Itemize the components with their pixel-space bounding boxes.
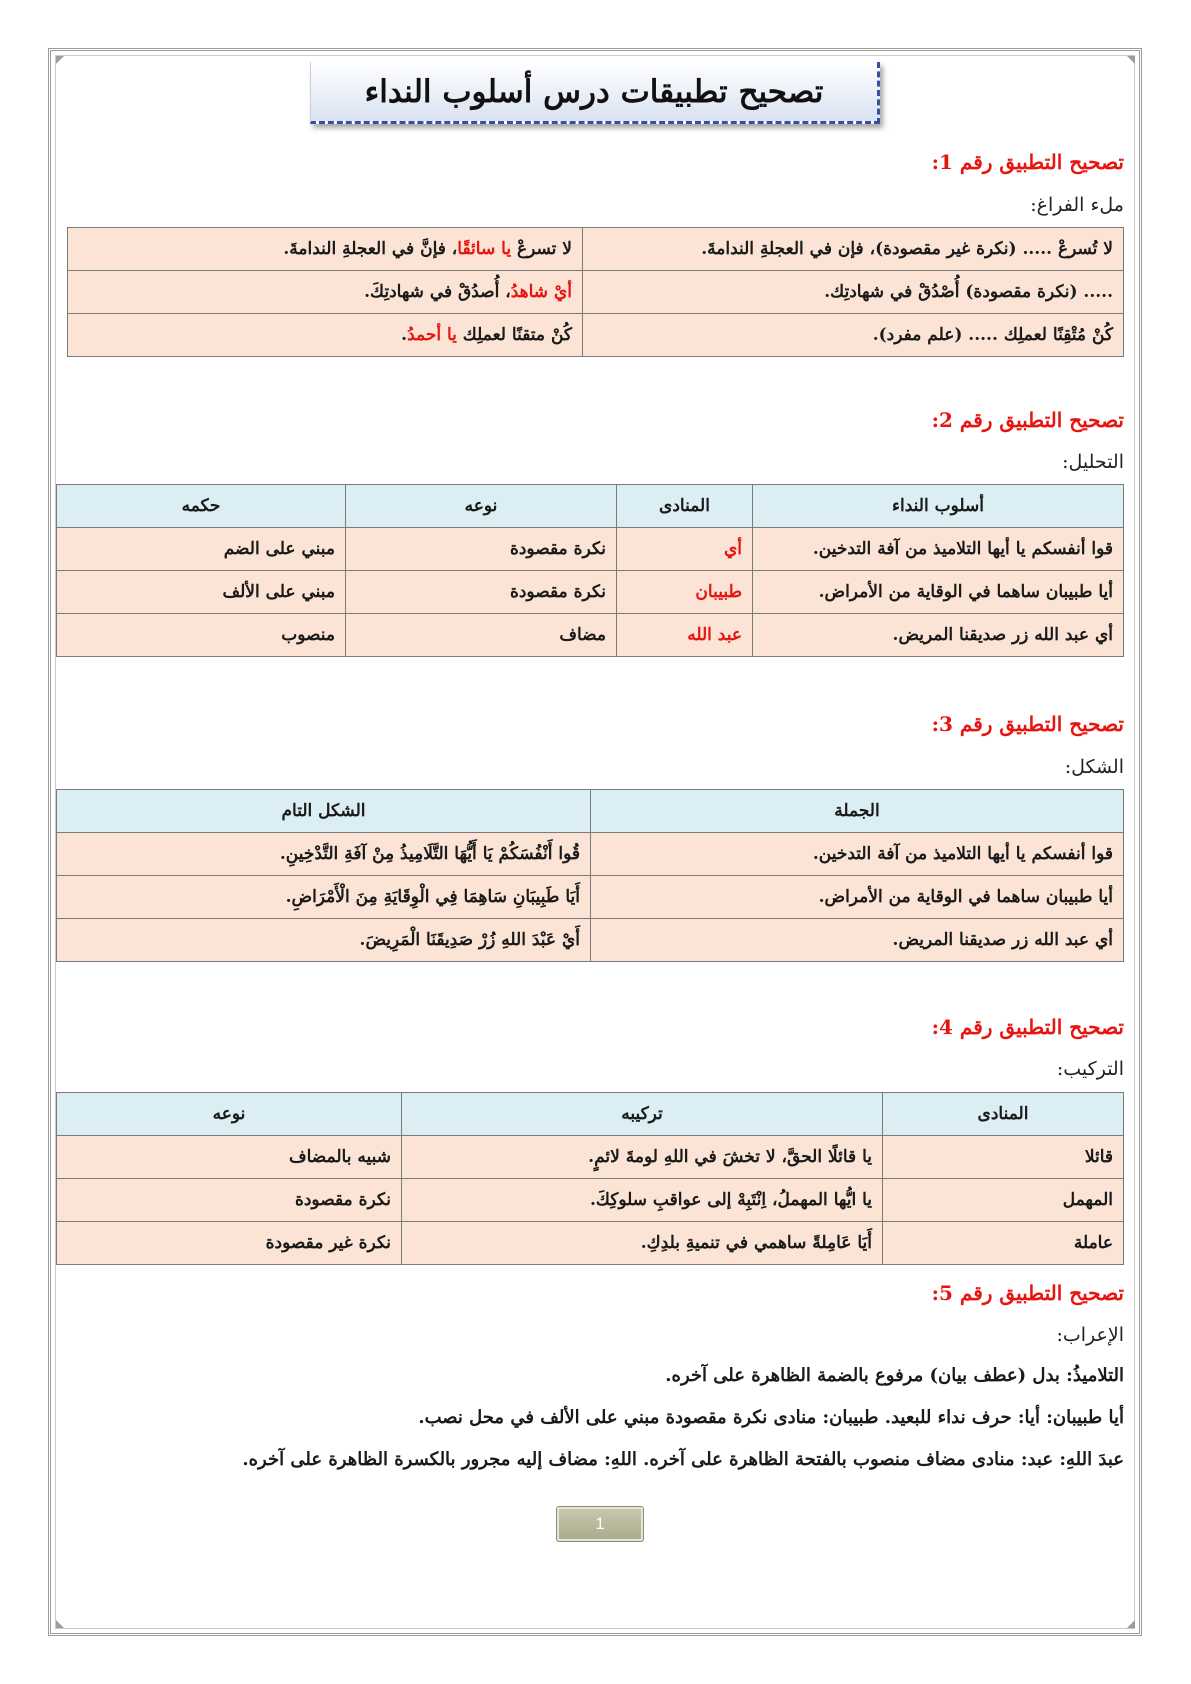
table-cell: كُنْ متقنًا لعملِك يا أحمدُ. bbox=[68, 314, 583, 357]
section-4-table bbox=[56, 1092, 1124, 1265]
table-row bbox=[68, 314, 1124, 357]
table-cell: عبد الله bbox=[617, 614, 753, 657]
parsing-line: التلاميذُ: بدل (عطف بيان) مرفوع بالضمة الظاهرة على آخره. bbox=[665, 1365, 1124, 1386]
table-header-row bbox=[57, 1093, 1124, 1136]
corner-ornament bbox=[1127, 56, 1135, 64]
section-3-heading: تصحيح التطبيق رقم 3: bbox=[931, 712, 1124, 736]
section-3-table bbox=[56, 789, 1124, 962]
table-cell: نكرة مقصودة bbox=[346, 571, 617, 614]
table-cell: أيا طبيبان ساهما في الوقاية من الأمراض. bbox=[753, 571, 1124, 614]
corner-ornament bbox=[56, 1620, 64, 1628]
table-row bbox=[57, 614, 1124, 657]
table-row bbox=[57, 919, 1124, 962]
table-cell: أَيَا عَامِلةً ساهمي في تنميةِ بلدِكِ. bbox=[402, 1222, 883, 1265]
section-1-table bbox=[67, 227, 1124, 357]
table-cell: نكرة غير مقصودة bbox=[57, 1222, 402, 1265]
table-cell: نكرة مقصودة bbox=[57, 1179, 402, 1222]
table-row bbox=[68, 271, 1124, 314]
parsing-line: أيا طبيبان: أيا: حرف نداء للبعيد. طبيبان: منادى نكرة مقصودة مبني على الألف في محل نصب. bbox=[418, 1407, 1124, 1428]
table-cell: نكرة مقصودة bbox=[346, 528, 617, 571]
table-row bbox=[57, 571, 1124, 614]
table-cell: أيا طبيبان ساهما في الوقاية من الأمراض. bbox=[591, 876, 1124, 919]
table-header-row bbox=[57, 485, 1124, 528]
table-row bbox=[57, 1136, 1124, 1179]
column-header: الجملة bbox=[591, 790, 1124, 833]
section-1-heading: تصحيح التطبيق رقم 1: bbox=[931, 150, 1124, 174]
column-header: نوعه bbox=[57, 1093, 402, 1136]
table-cell: أَيَا طَبِيبَانِ سَاهِمَا فِي الْوِقَايَةِ مِنَ الْأَمْرَاضِ. bbox=[57, 876, 591, 919]
table-row bbox=[57, 1179, 1124, 1222]
parsing-line: عبدَ اللهِ: عبد: منادى مضاف منصوب بالفتحة الظاهرة على آخره. اللهِ: مضاف إليه مجرور بالكسرة الظاهرة على آخره. bbox=[242, 1449, 1124, 1470]
table-row bbox=[57, 833, 1124, 876]
table-row bbox=[68, 228, 1124, 271]
section-4-subheading: التركيب: bbox=[1056, 1058, 1124, 1080]
column-header: المنادى bbox=[883, 1093, 1124, 1136]
table-cell: مضاف bbox=[346, 614, 617, 657]
table-cell: أي bbox=[617, 528, 753, 571]
section-2-heading: تصحيح التطبيق رقم 2: bbox=[931, 408, 1124, 432]
table-cell: عاملة bbox=[883, 1222, 1124, 1265]
table-cell: قوا أنفسكم يا أيها التلاميذ من آفة التدخين. bbox=[591, 833, 1124, 876]
section-5-subheading: الإعراب: bbox=[1056, 1324, 1124, 1346]
column-header: نوعه bbox=[346, 485, 617, 528]
column-header: المنادى bbox=[617, 485, 753, 528]
table-cell: قُوا أَنْفُسَكُمْ يَا أَيُّهَا التَّلَامِيذُ مِنْ آفَةِ التَّدْخِينِ. bbox=[57, 833, 591, 876]
column-header: حكمه bbox=[57, 485, 346, 528]
corner-ornament bbox=[1127, 1620, 1135, 1628]
table-cell: لا تُسرعْ ..... (نكرة غير مقصودة)، فإن في العجلةِ الندامةَ. bbox=[583, 228, 1124, 271]
table-cell: كُنْ مُتْقِنًا لعملِك ..... (علم مفرد). bbox=[583, 314, 1124, 357]
table-cell: يا قائلًا الحقَّ، لا تخشَ في اللهِ لومةَ لائمٍ. bbox=[402, 1136, 883, 1179]
table-cell: ..... (نكرة مقصودة) أُصْدُقْ في شهادتِك. bbox=[583, 271, 1124, 314]
table-cell: المهمل bbox=[883, 1179, 1124, 1222]
section-1-subheading: ملء الفراغ: bbox=[1030, 194, 1124, 216]
table-cell: أي عبد الله زر صديقنا المريض. bbox=[591, 919, 1124, 962]
table-cell: منصوب bbox=[57, 614, 346, 657]
table-cell: لا تسرعْ يا سائقًا، فإنَّ في العجلةِ الندامةَ. bbox=[68, 228, 583, 271]
table-cell: قائلا bbox=[883, 1136, 1124, 1179]
section-2-subheading: التحليل: bbox=[1062, 451, 1124, 473]
column-header: الشكل التام bbox=[57, 790, 591, 833]
table-cell: شبيه بالمضاف bbox=[57, 1136, 402, 1179]
column-header: تركيبه bbox=[402, 1093, 883, 1136]
table-row bbox=[57, 876, 1124, 919]
table-header-row bbox=[57, 790, 1124, 833]
table-cell: طبيبان bbox=[617, 571, 753, 614]
table-cell: يا ايُّها المهملُ، اِنْتَبِهْ إلى عواقبِ سلوكِكَ. bbox=[402, 1179, 883, 1222]
page-title: تصحيح تطبيقات درس أسلوب النداء bbox=[310, 62, 880, 124]
section-5-heading: تصحيح التطبيق رقم 5: bbox=[931, 1281, 1124, 1305]
table-cell: مبني على الضم bbox=[57, 528, 346, 571]
column-header: أسلوب النداء bbox=[753, 485, 1124, 528]
table-row bbox=[57, 528, 1124, 571]
table-cell: أي عبد الله زر صديقنا المريض. bbox=[753, 614, 1124, 657]
section-4-heading: تصحيح التطبيق رقم 4: bbox=[931, 1015, 1124, 1039]
section-2-table bbox=[56, 484, 1124, 657]
corner-ornament bbox=[56, 56, 64, 64]
section-3-subheading: الشكل: bbox=[1064, 756, 1124, 778]
table-cell: أَيْ عَبْدَ اللهِ زُرْ صَدِيقَنَا الْمَرِيضَ. bbox=[57, 919, 591, 962]
table-cell: أيْ شاهدُ، أُصدُقْ في شهادتِكَ. bbox=[68, 271, 583, 314]
table-cell: قوا أنفسكم يا أيها التلاميذ من آفة التدخين. bbox=[753, 528, 1124, 571]
page-number: 1 bbox=[556, 1506, 644, 1542]
table-row bbox=[57, 1222, 1124, 1265]
table-cell: مبني على الألف bbox=[57, 571, 346, 614]
